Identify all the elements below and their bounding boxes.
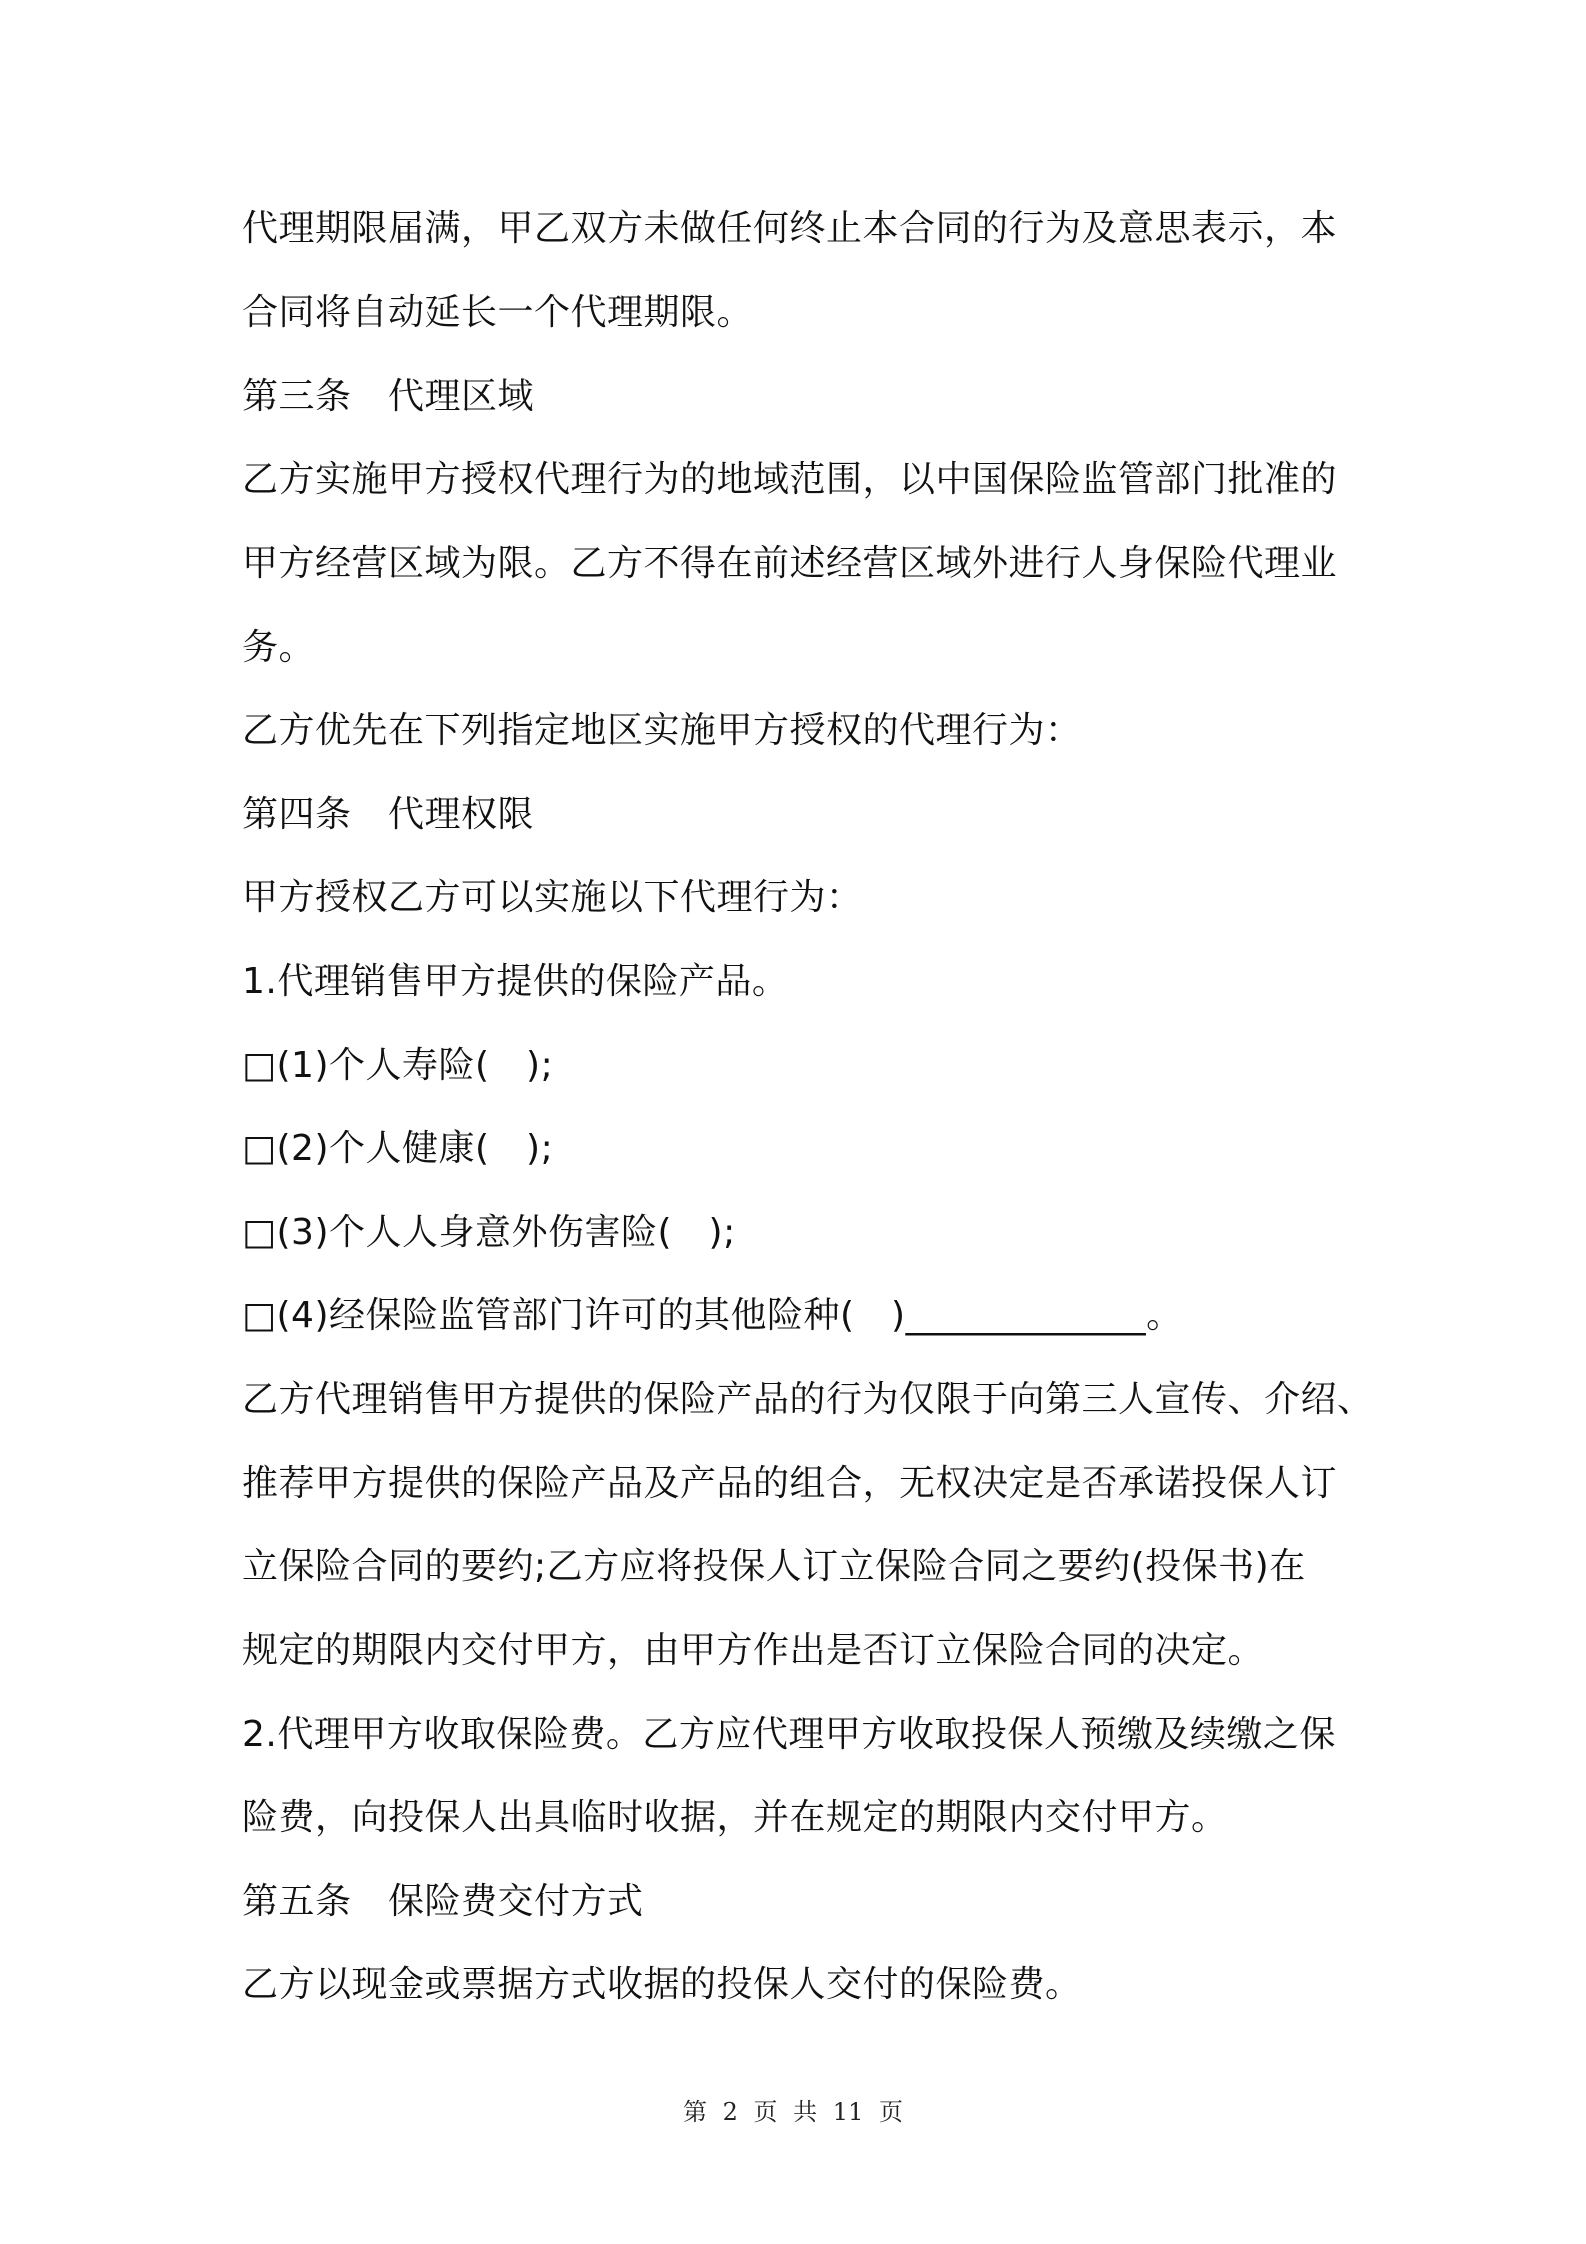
paragraph-line: 乙方实施甲方授权代理行为的地域范围，以中国保险监管部门批准的 (242, 459, 1338, 500)
section-heading: 第五条 保险费交付方式 (242, 1881, 644, 1922)
paragraph-line: 规定的期限内交付甲方，由甲方作出是否订立保险合同的决定。 (242, 1630, 1265, 1671)
list-item: 1.代理销售甲方提供的保险产品。 (242, 961, 789, 1002)
page-number-footer: 第 2 页 共 11 页 (683, 2098, 903, 2126)
checkbox-item: □(2)个人健康( ); (242, 1128, 554, 1169)
paragraph-line: 甲方经营区域为限。乙方不得在前述经营区域外进行人身保险代理业 (242, 543, 1338, 584)
paragraph-line: 务。 (242, 627, 316, 668)
paragraph-line: 立保险合同的要约;乙方应将投保人订立保险合同之要约(投保书)在 (242, 1546, 1306, 1587)
paragraph-line: 乙方以现金或票据方式收据的投保人交付的保险费。 (242, 1964, 1082, 2005)
paragraph-line: 甲方授权乙方可以实施以下代理行为： (242, 877, 863, 918)
paragraph-line: 推荐甲方提供的保险产品及产品的组合，无权决定是否承诺投保人订 (242, 1463, 1338, 1504)
section-heading: 第四条 代理权限 (242, 794, 535, 835)
checkbox-item: □(3)个人人身意外伤害险( ); (242, 1212, 736, 1253)
paragraph-line: 合同将自动延长一个代理期限。 (242, 292, 754, 333)
paragraph-line: 乙方代理销售甲方提供的保险产品的行为仅限于向第三人宣传、介绍、 (242, 1379, 1374, 1420)
paragraph-line: 代理期限届满，甲乙双方未做任何终止本合同的行为及意思表示，本 (242, 208, 1338, 249)
list-item: 2.代理甲方收取保险费。乙方应代理甲方收取投保人预缴及续缴之保 (242, 1714, 1336, 1755)
paragraph-line: 险费，向投保人出具临时收据，并在规定的期限内交付甲方。 (242, 1797, 1228, 1838)
checkbox-item: □(4)经保险监管部门许可的其他险种( )_____________。 (242, 1295, 1183, 1336)
checkbox-item: □(1)个人寿险( ); (242, 1045, 554, 1086)
paragraph-line: 乙方优先在下列指定地区实施甲方授权的代理行为： (242, 710, 1082, 751)
section-heading: 第三条 代理区域 (242, 376, 535, 417)
